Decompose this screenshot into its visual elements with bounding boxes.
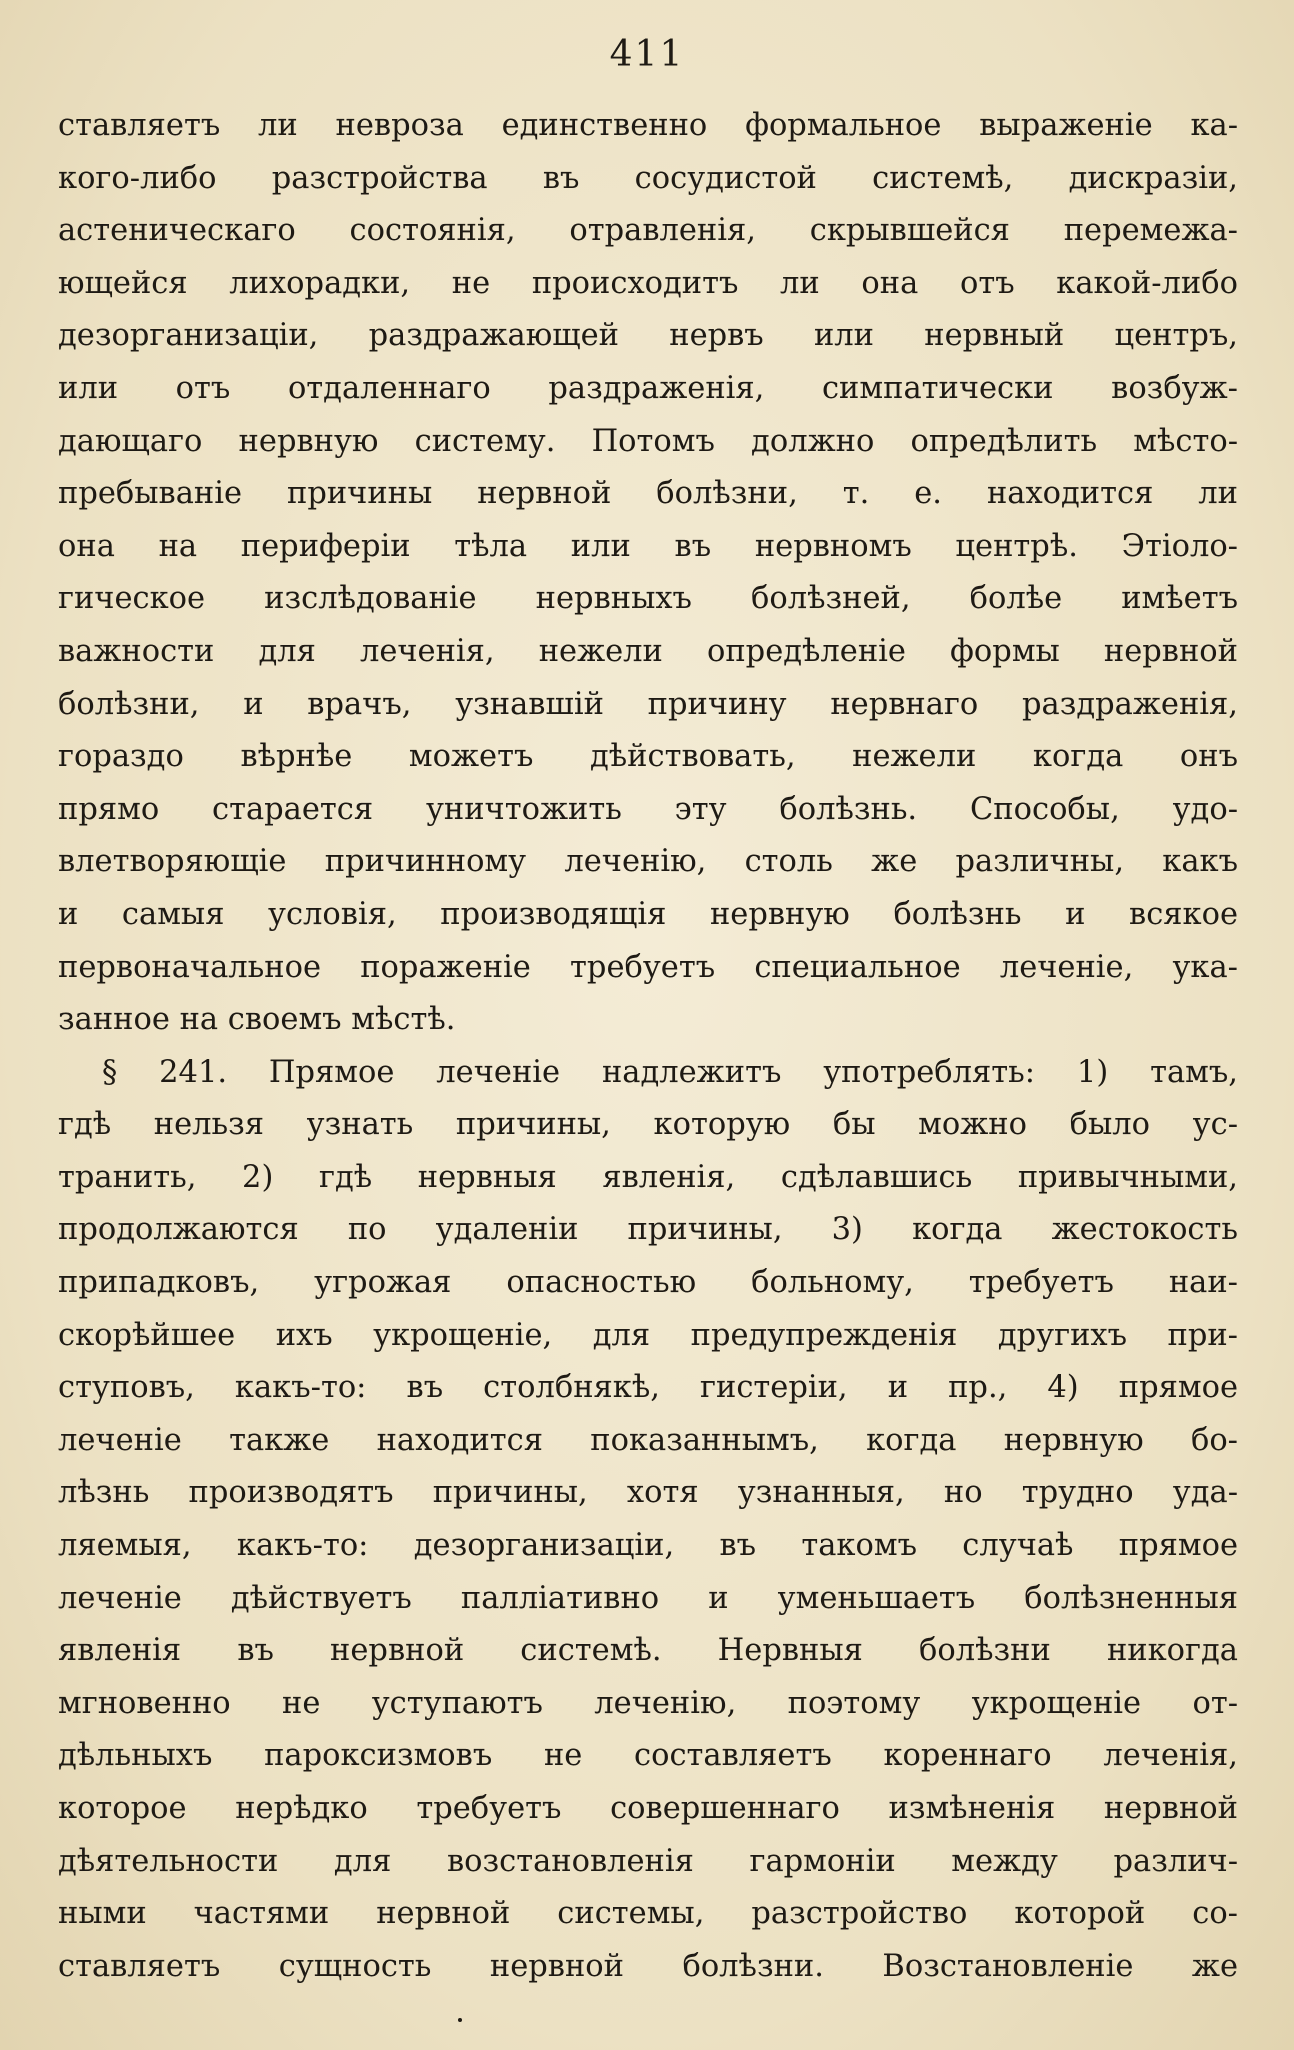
text-line: припадковъ, угрожая опасностью больному, требуетъ наи- (58, 1265, 1238, 1301)
text-line: и самыя условія, производящія нервную болѣзнь и всякое (58, 896, 1238, 932)
text-line: пребываніе причины нервной болѣзни, т. е. находится ли (58, 476, 1238, 512)
print-speck (458, 2018, 462, 2022)
text-line: леченіе также находится показаннымъ, когда нервную бо- (58, 1422, 1238, 1458)
text-line: транить, 2) гдѣ нервныя явленія, сдѣлавшись привычными, (58, 1159, 1238, 1195)
text-line: ступовъ, какъ-то: въ столбнякѣ, гистеріи, и пр., 4) прямое (58, 1370, 1238, 1406)
page-number: 411 (609, 34, 685, 75)
text-line: она на периферіи тѣла или въ нервномъ центрѣ. Этіоло- (58, 528, 1238, 564)
text-line: леченіе дѣйствуетъ палліативно и уменьшаетъ болѣзненныя (58, 1580, 1238, 1616)
text-line: дезорганизаціи, раздражающей нервъ или нервный центръ, (58, 318, 1238, 354)
text-line: лѣзнь производятъ причины, хотя узнанныя, но трудно уда- (58, 1475, 1238, 1511)
text-line: болѣзни, и врачъ, узнавшій причину нервнаго раздраженія, (58, 686, 1238, 722)
text-line: ющейся лихорадки, не происходитъ ли она отъ какой-либо (58, 265, 1238, 301)
text-line: гдѣ нельзя узнать причины, которую бы можно было ус- (58, 1107, 1238, 1143)
text-line: ставляетъ сущность нервной болѣзни. Возстановленіе же (58, 1948, 1238, 1984)
text-line: продолжаются по удаленіи причины, 3) когда жестокость (58, 1212, 1238, 1248)
text-line: дѣятельности для возстановленія гармоніи между различ- (58, 1843, 1238, 1879)
text-line: астеническаго состоянія, отравленія, скрывшейся перемежа- (58, 213, 1238, 249)
text-line: дѣльныхъ пароксизмовъ не составляетъ кореннаго леченія, (58, 1738, 1238, 1774)
section-heading-line: § 241. Прямое леченіе надлежитъ употреблять: 1) тамъ, (102, 1054, 1238, 1090)
text-line: первоначальное пораженіе требуетъ специальное леченіе, ука- (58, 949, 1238, 985)
text-line: кого-либо разстройства въ сосудистой системѣ, дискразіи, (58, 160, 1238, 196)
text-line: скорѣйшее ихъ укрощеніе, для предупрежденія другихъ при- (58, 1317, 1238, 1353)
text-line: важности для леченія, нежели опредѣленіе формы нервной (58, 633, 1238, 669)
text-line: занное на своемъ мѣстѣ. (58, 1002, 456, 1038)
text-line: прямо старается уничтожить эту болѣзнь. Способы, удо- (58, 791, 1238, 827)
text-line: дающаго нервную систему. Потомъ должно опредѣлить мѣсто- (58, 423, 1238, 459)
text-line: ставляетъ ли невроза единственно формальное выраженіе ка- (58, 108, 1238, 143)
text-line: явленія въ нервной системѣ. Нервныя болѣзни никогда (58, 1633, 1238, 1669)
text-line: ными частями нервной системы, разстройство которой со- (58, 1896, 1238, 1932)
text-line: или отъ отдаленнаго раздраженія, симпатически возбуж- (58, 370, 1238, 406)
text-line: которое нерѣдко требуетъ совершеннаго измѣненія нервной (58, 1791, 1238, 1826)
text-line: влетворяющіе причинному леченію, столь же различны, какъ (58, 844, 1238, 880)
text-line: ляемыя, какъ-то: дезорганизаціи, въ такомъ случаѣ прямое (58, 1528, 1238, 1564)
text-line: гораздо вѣрнѣе можетъ дѣйствовать, нежели когда онъ (58, 739, 1238, 775)
text-line: гическое изслѣдованіе нервныхъ болѣзней, болѣе имѣетъ (58, 581, 1238, 617)
body-text (58, 100, 1238, 1993)
text-line: мгновенно не уступаютъ леченію, поэтому укрощеніе от- (58, 1685, 1238, 1721)
